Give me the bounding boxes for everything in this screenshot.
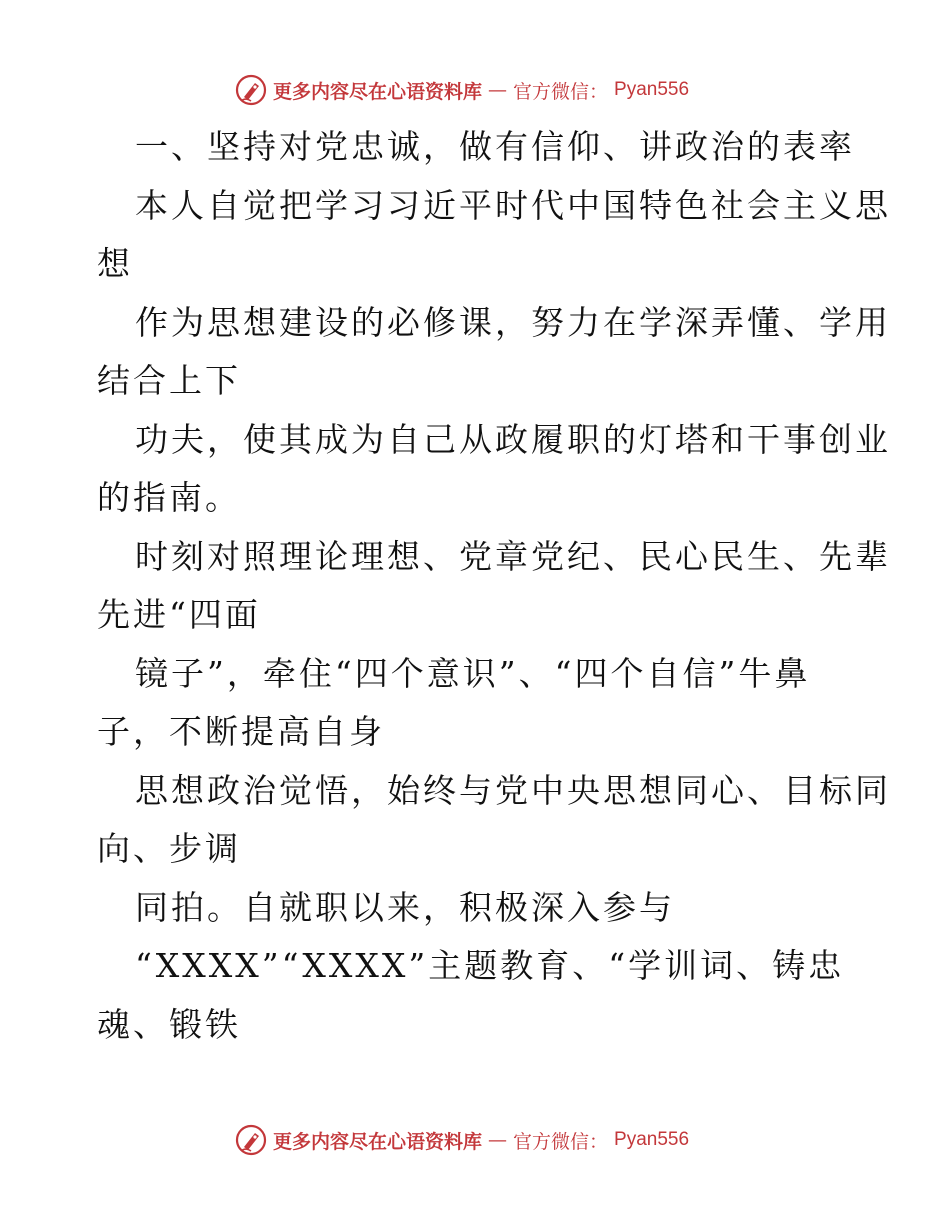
paragraph-line: 功夫，使其成为自己从政履职的灯塔和干事创业 xyxy=(135,420,891,459)
section-heading: 一、坚持对党忠诚，做有信仰、讲政治的表率 xyxy=(135,127,855,166)
pen-nib-logo-icon xyxy=(235,1124,267,1156)
paragraph-line: “XXXX”“XXXX”主题教育、“学训词、铸忠 xyxy=(135,946,845,985)
paragraph-line: 作为思想建设的必修课，努力在学深弄懂、学用 xyxy=(135,303,891,342)
paragraph-line: 魂、锻铁 xyxy=(97,1005,241,1044)
watermark-separator: — xyxy=(488,79,508,101)
paragraph-line: 的指南。 xyxy=(97,478,241,517)
paragraph-line: 同拍。自就职以来，积极深入参与 xyxy=(135,888,675,927)
paragraph-line: 思想政治觉悟，始终与党中央思想同心、目标同 xyxy=(135,771,891,810)
paragraph-line: 时刻对照理论理想、党章党纪、民心民生、先辈 xyxy=(135,537,891,576)
watermark-main-text: 更多内容尽在心语资料库 xyxy=(273,80,483,103)
paragraph-line: 向、步调 xyxy=(97,829,241,868)
paragraph-line: 本人自觉把学习习近平时代中国特色社会主义思 xyxy=(135,186,891,225)
paragraph-line: 镜子”，牵住“四个意识”、“四个自信”牛鼻 xyxy=(135,654,811,693)
paragraph-line: 想 xyxy=(97,244,133,283)
footer-watermark xyxy=(235,1122,689,1158)
watermark-wechat-id: Pyan556 xyxy=(614,1129,690,1150)
watermark-official-label: 官方微信： xyxy=(513,1130,609,1153)
watermark-official-label: 官方微信： xyxy=(513,80,609,103)
paragraph-line: 子，不断提高自身 xyxy=(97,712,385,751)
watermark-main-text: 更多内容尽在心语资料库 xyxy=(273,1130,483,1153)
paragraph-line: 结合上下 xyxy=(97,361,241,400)
watermark-wechat-id: Pyan556 xyxy=(614,79,690,100)
paragraph-line: 先进“四面 xyxy=(97,595,261,634)
watermark-separator: — xyxy=(488,1129,508,1151)
